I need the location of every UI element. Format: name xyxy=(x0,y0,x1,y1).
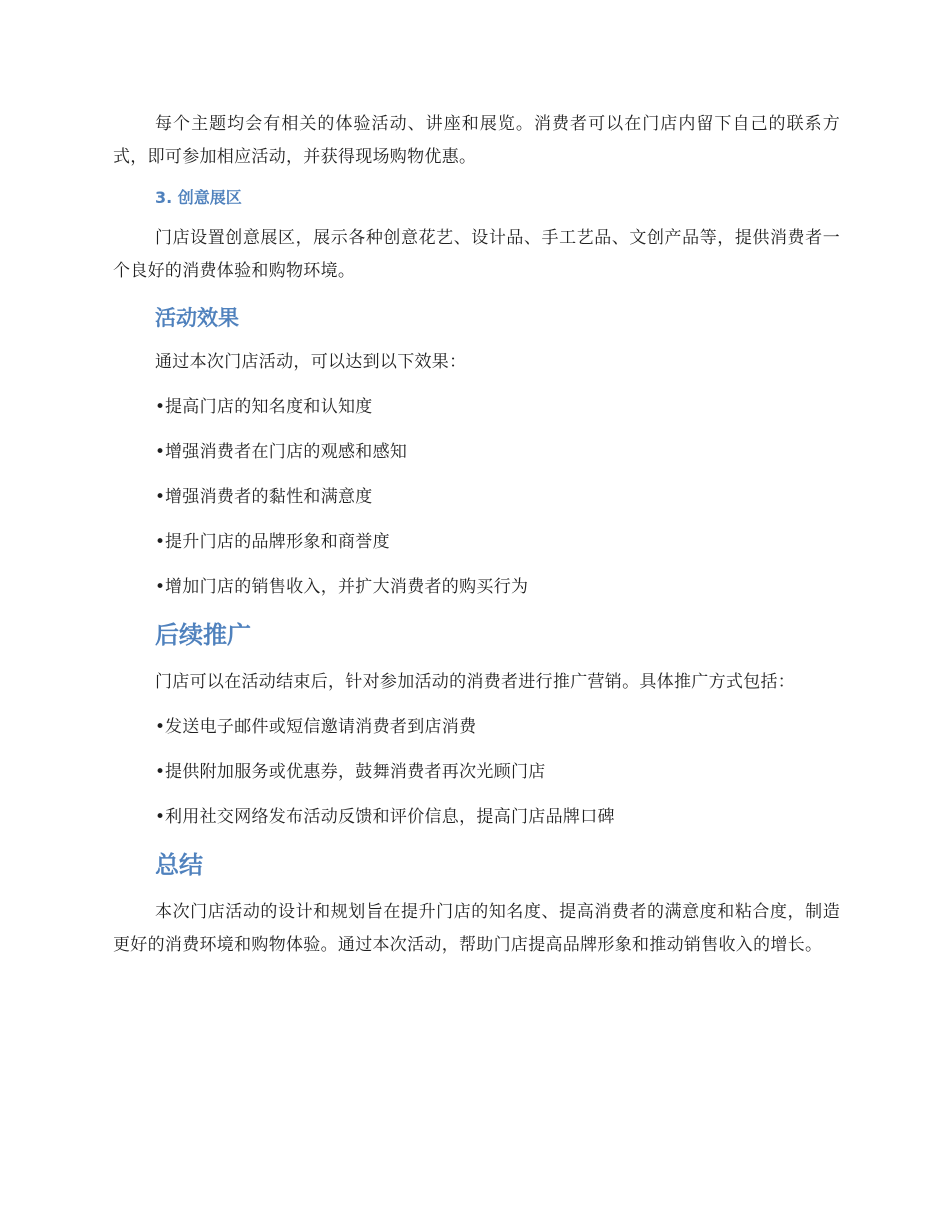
paragraph-creative-zone: 门店设置创意展区，展示各种创意花艺、设计品、手工艺品、文创产品等，提供消费者一个良好的消费体验和购物环境。 xyxy=(113,228,840,281)
list-item xyxy=(155,436,840,469)
paragraph-effects-intro: 通过本次门店活动，可以达到以下效果： xyxy=(155,352,467,372)
list-item-text: 增加门店的销售收入，并扩大消费者的购买行为 xyxy=(165,577,529,597)
bullet-icon: • xyxy=(155,487,166,507)
list-item-text: 利用社交网络发布活动反馈和评价信息，提高门店品牌口碑 xyxy=(165,807,615,827)
list-item xyxy=(155,571,840,604)
bullet-icon: • xyxy=(155,807,166,827)
bullet-icon: • xyxy=(155,717,166,737)
heading-followup: 后续推广 xyxy=(155,621,251,649)
heading-summary: 总结 xyxy=(155,851,203,879)
list-item-text: 发送电子邮件或短信邀请消费者到店消费 xyxy=(165,717,477,737)
list-item-text: 增强消费者的黏性和满意度 xyxy=(165,487,373,507)
list-item-text: 提升门店的品牌形象和商誉度 xyxy=(165,532,390,552)
paragraph-followup-intro: 门店可以在活动结束后，针对参加活动的消费者进行推广营销。具体推广方式包括： xyxy=(155,672,796,692)
list-item-text: 提高门店的知名度和认知度 xyxy=(165,397,373,417)
list-item xyxy=(155,801,840,834)
list-item xyxy=(155,756,840,789)
effects-list xyxy=(113,391,840,604)
paragraph-summary: 本次门店活动的设计和规划旨在提升门店的知名度、提高消费者的满意度和粘合度，制造更好的消费环境和购物体验。通过本次活动，帮助门店提高品牌形象和推动销售收入的增长。 xyxy=(113,902,840,955)
heading-effects: 活动效果 xyxy=(155,306,239,330)
list-item xyxy=(155,391,840,424)
bullet-icon: • xyxy=(155,762,166,782)
bullet-icon: • xyxy=(155,442,166,462)
bullet-icon: • xyxy=(155,397,166,417)
list-item xyxy=(155,526,840,559)
document-content xyxy=(113,108,840,974)
list-item xyxy=(155,481,840,514)
bullet-icon: • xyxy=(155,577,166,597)
paragraph-themes: 每个主题均会有相关的体验活动、讲座和展览。消费者可以在门店内留下自己的联系方式，即可参加相应活动，并获得现场购物优惠。 xyxy=(113,114,840,167)
list-item xyxy=(155,711,840,744)
list-item-text: 提供附加服务或优惠券，鼓舞消费者再次光顾门店 xyxy=(165,762,546,782)
heading-creative-zone: 3. 创意展区 xyxy=(155,188,242,207)
bullet-icon: • xyxy=(155,532,166,552)
list-item-text: 增强消费者在门店的观感和感知 xyxy=(165,442,408,462)
followup-list xyxy=(113,711,840,834)
